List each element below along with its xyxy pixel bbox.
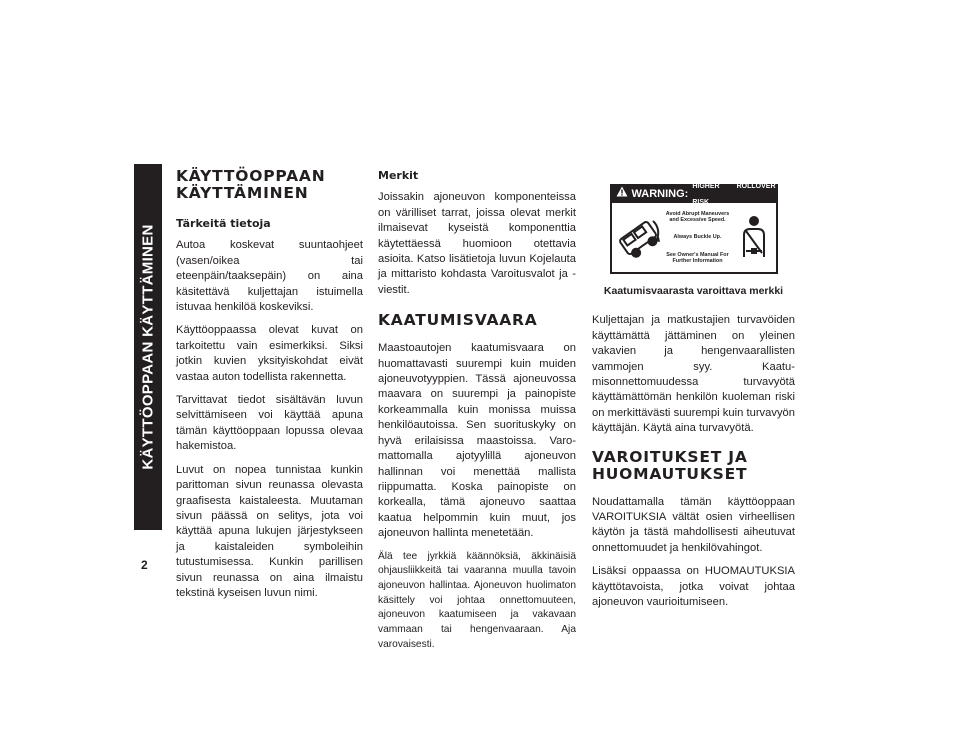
paragraph: Kuljettajan ja matkustajien turvavöiden käyttämättä jättäminen on yleinen vakavien ja hengenvaarallisten vammojen syy. Kaatumisonnettomuudessa turvavyötä käyttämättömän henkilön kuoleman riski on merkittävästi suurempi kuin turvavyön käyttäjän. Käytä aina turvavyötä. [592,314,795,435]
rollover-warning-label [610,184,778,274]
rollover-vehicle-icon [612,203,664,272]
instruction-line: Always Buckle Up. [673,234,722,241]
heading-line-2: KÄYTTÄMINEN [176,184,309,202]
instruction-line: Avoid Abrupt Maneuvers and Excessive Speed. [665,210,730,223]
subheading-important-info: Tärkeitä tietoja [176,217,271,230]
section-heading-manual [176,168,363,202]
paragraph: Autoa koskevat suuntaohjeet (vasen/oikea tai eteenpäin/taaksepäin) on aina käsitettävä kuljettajan istuimella istuvaa henkilöä koskeviksi. [176,239,363,314]
warning-triangle-icon [616,186,628,202]
instruction-line: See Owner's Manual For Further Information [666,251,729,265]
paragraph: Tarvittavat tiedot sisältävän luvun selvittämiseen voi käyttää apuna tämän käyttöoppaan lopussa olevaa hakemistoa. [176,394,363,453]
column-3 [592,168,795,619]
section-heading-rollover: KAATUMISVAARA [378,311,538,330]
warning-word: WARNING: [631,187,689,200]
page-number: 2 [141,558,148,572]
paragraph: Lisäksi oppaassa on HUOMAUTUKSIA käyttötavoista, jotka voivat johtaa ajoneuvon vaurioitumiseen. [592,565,795,609]
paragraph: Maastoautojen kaatumisvaara on huomattavasti suurempi kuin muiden ajoneuvotyyppien. Tässä ajoneuvossa maavara on suurempi ja painopiste korkeammalla kuin monissa muissa henkilöautoissa. Sen suorituskyky on hyvä erilaisissa maastoissa. Varomattomalla ajotyylillä ajoneuvon hallinnan voi menettää mallista riippumatta. Koska painopiste on korkealla, tämä ajoneuvo saattaa kaatua helpommin kuin muut, jos ajoneuvon hallinta menetetään. [378,342,576,540]
heading-line-1: KÄYTTÖOPPAAN [176,167,326,185]
chapter-side-tab [134,164,162,530]
rollover-warning-text: Älä tee jyrkkiä käännöksiä, äkkinäisiä ohjausliikkeitä tai vaaranna muulla tavoin ajoneuvon hallintaa. Ajoneuvon huolimaton käsittely voi johtaa onnettomuuteen, ajoneuvon kaatumiseen ja vakavaan vammaan tai hengenvaaraan. Aja varovaisesti. [378,550,576,650]
column-2 [378,168,576,660]
paragraph: Joissakin ajoneuvon komponenteissa on värilliset tarrat, joissa olevat merkit ilmaisevat kyseistä komponenttia käytettäessä huomioon otettavia asioita. Katso lisätietoja luvun Kojelauta ja mittaristo kohdasta Varoitusvalot ja -viestit. [378,191,576,296]
warning-label-instructions [664,203,732,272]
paragraph: Noudattamalla tämän käyttöoppaan VAROITUKSIA vältät osien virheellisen käytön ja tästä mahdollisesti aiheutuvat onnettomuudet ja henkilövahingot. [592,495,795,554]
paragraph: Luvut on nopea tunnistaa kunkin parittoman sivun reunassa olevasta graafisesta kaistaleesta. Muutaman sivun päässä on selitys, jota voi käyttää apuna lukujen järjestykseen ja kaistaleiden symboleihin tutustumisessa. Kunkin parillisen sivun reunassa on aina ilmaistu tekstinä kyseisen luvun nimi. [176,463,363,599]
paragraph: Käyttöoppaassa olevat kuvat on tarkoitettu vain esimerkiksi. Siksi jotkin kuvien yksityiskohdat eivät vastaa auton todellista rakennetta. [176,324,363,383]
heading-line-2: HUOMAUTUKSET [592,464,748,483]
chapter-side-tab-label: KÄYTTÖOPPAAN KÄYTTÄMINEN [139,224,157,470]
subheading-labels: Merkit [378,169,419,182]
figure-caption: Kaatumisvaarasta varoittava merkki [603,285,784,297]
column-1 [176,168,363,609]
heading-line-1: VAROITUKSET JA [592,447,748,466]
rollover-risk-text: HIGHER ROLLOVER RISK [692,183,776,206]
warning-label-header [612,183,776,206]
seatbelt-icon [732,203,776,272]
section-heading-warnings [592,449,795,483]
